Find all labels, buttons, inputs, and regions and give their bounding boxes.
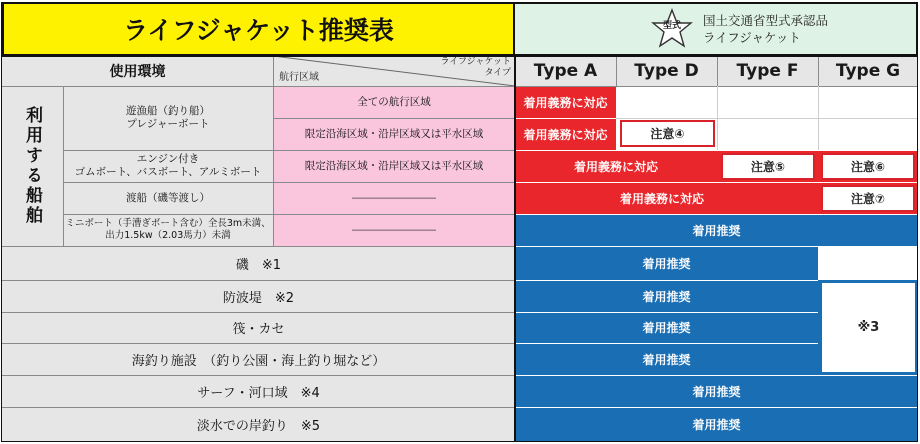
white-h-214 (515, 214, 918, 215)
approval-text (703, 12, 828, 46)
type-f-label: Type F (736, 61, 799, 81)
border-header-top (1, 56, 918, 57)
white-h-246 (515, 246, 818, 247)
fishing-all-type-a-text: 着用義務に対応 (523, 95, 608, 110)
ferry-mandatory-text: 着用義務に対応 (620, 191, 705, 206)
area-all-label: 全ての航行区域 (357, 95, 431, 108)
table-title (2, 2, 515, 56)
mini-area-dash: ―――――――― (352, 223, 436, 236)
breakwater-row-label (2, 280, 515, 312)
freshwater-recommended-cell (515, 407, 918, 442)
usage-environment-label: 使用環境 (109, 64, 166, 80)
breakwater-recommended-cell (515, 280, 818, 312)
white-h-182 (515, 182, 918, 183)
fishing-boat-row-label (63, 86, 273, 150)
lifejacket-type-label: ライフジャケット タイプ (440, 57, 511, 78)
freshwater-row-label (2, 407, 515, 442)
border-right (917, 2, 918, 442)
caution-5-badge (721, 153, 815, 180)
surf-label: サーフ・河口域 ※4 (197, 385, 320, 401)
raft-recommended-text: 着用推奨 (642, 321, 691, 335)
type-g-label: Type G (835, 61, 901, 81)
freshwater-label: 淡水での岸釣り ※5 (196, 419, 321, 434)
mini-area-cell (273, 214, 515, 246)
type-d-label: Type D (634, 61, 699, 81)
grid-h-214 (63, 214, 515, 215)
raft-label: 筏・カセ (232, 322, 285, 337)
table-title-text: ライフジャケット推奨表 (123, 16, 394, 45)
area-limited-2-cell (273, 150, 515, 182)
grid-h-343 (2, 343, 515, 344)
mini-boat-label: ミニボート（手漕ぎボート含む）全長3m未満、 出力1.5kw（2.03馬力）未満 (65, 218, 271, 241)
area-limited-2-label: 限定沿海区域・沿岸区域又は平水区域 (304, 159, 484, 172)
fishing-facility-label: 海釣り施設 （釣り公園・海上釣り堀など） (131, 353, 386, 369)
engine-boat-row-label (63, 150, 273, 182)
raft-row-label (2, 312, 515, 343)
type-a-header (515, 56, 616, 86)
mini-boat-row-label (63, 214, 273, 246)
navigation-area-label: 航行区域 (279, 72, 319, 83)
area-type-header (273, 56, 515, 86)
area-limited-label: 限定沿海区域・沿岸区域又は平水区域 (304, 127, 484, 140)
white-h-375 (515, 375, 918, 376)
grid-v-types-f (818, 56, 819, 86)
rock-label: 磯 ※1 (235, 257, 282, 273)
grid-h-246 (2, 246, 515, 247)
approval-line2: ライフジャケット (703, 30, 801, 45)
ferry-label: 渡船（磯等渡し） (126, 191, 210, 204)
ferry-area-dash: ―――――――― (352, 191, 436, 204)
white-h-343 (515, 343, 818, 344)
grid-h-312 (2, 312, 515, 313)
surf-row-label (2, 375, 515, 407)
grid-h-white-118 (616, 118, 918, 119)
caution-7-text: 注意⑦ (850, 192, 886, 206)
freshwater-recommended-text: 着用推奨 (692, 418, 741, 432)
usage-environment-header (2, 56, 273, 86)
white-h-312 (515, 312, 818, 313)
breakwater-label: 防波堤 ※2 (222, 290, 295, 306)
grid-h-407 (2, 407, 515, 408)
grid-h-375 (2, 375, 515, 376)
grid-h-150 (63, 150, 515, 151)
engine-boat-label: エンジン付き ゴムボート、バスボート、アルミボート (74, 153, 262, 178)
caution-5-text: 注意⑤ (750, 160, 786, 174)
caution-4-badge (620, 120, 715, 147)
engine-mandatory-text: 着用義務に対応 (573, 159, 658, 174)
grid-h-280 (2, 280, 515, 281)
note-3-text: ※3 (857, 320, 880, 335)
area-limited-cell (273, 118, 515, 150)
fishing-all-type-a (515, 86, 616, 118)
vessel-group-text: 利用する船舶 (22, 106, 42, 226)
fishing-facility-row-label (2, 343, 515, 375)
type-a-label: Type A (533, 61, 598, 81)
white-h-407 (515, 407, 918, 408)
ferry-row-label (63, 182, 273, 214)
vessel-group-label (2, 86, 63, 246)
white-h-150 (515, 150, 918, 151)
type-g-note-cell (822, 283, 915, 372)
fishing-limited-type-a-text: 着用義務に対応 (523, 127, 608, 142)
approval-line1: 国土交通省型式承認品 (703, 13, 829, 28)
rock-recommended-text: 着用推奨 (642, 256, 691, 271)
mini-recommended-cell (515, 214, 918, 246)
fishing-facility-recommended-cell (515, 343, 818, 375)
approval-star-icon (651, 8, 693, 50)
white-h-118 (515, 118, 616, 119)
raft-recommended-cell (515, 312, 818, 343)
grid-v-group (63, 86, 64, 246)
approval-emblem-text: 型式 (662, 21, 681, 31)
breakwater-recommended-text: 着用推奨 (642, 289, 691, 304)
caution-4-text: 注意④ (650, 127, 685, 141)
border-left (1, 2, 2, 442)
surf-recommended-cell (515, 375, 918, 407)
rock-type-g-cell (818, 246, 918, 280)
ferry-area-cell (273, 182, 515, 214)
mini-recommended-text: 着用推奨 (692, 223, 741, 238)
type-f-header (717, 56, 818, 86)
grid-v-area (273, 56, 274, 246)
grid-v-types-d (717, 56, 718, 86)
white-h-280 (515, 280, 818, 281)
area-all-cell (273, 86, 515, 118)
caution-6-text: 注意⑥ (850, 160, 886, 174)
fishing-boat-label: 遊漁船（釣り船） プレジャーボート (126, 105, 210, 130)
rock-row-label (2, 246, 515, 280)
caution-7-badge (821, 185, 915, 212)
grid-h-header-bottom (2, 86, 515, 87)
surf-recommended-text: 着用推奨 (692, 384, 741, 399)
grid-v-types-a (616, 56, 617, 86)
border-section-divider (514, 56, 516, 442)
type-g-header (818, 56, 918, 86)
type-d-header (616, 56, 717, 86)
caution-6-badge (821, 153, 915, 180)
engine-mandatory-cell (515, 150, 717, 182)
approval-header (515, 2, 918, 56)
grid-h-182 (63, 182, 515, 183)
rock-recommended-cell (515, 246, 818, 280)
fishing-facility-recommended-text: 着用推奨 (642, 352, 691, 367)
grid-h-area-split (273, 118, 515, 119)
fishing-limited-type-a (515, 118, 616, 150)
border-bottom (1, 441, 918, 442)
